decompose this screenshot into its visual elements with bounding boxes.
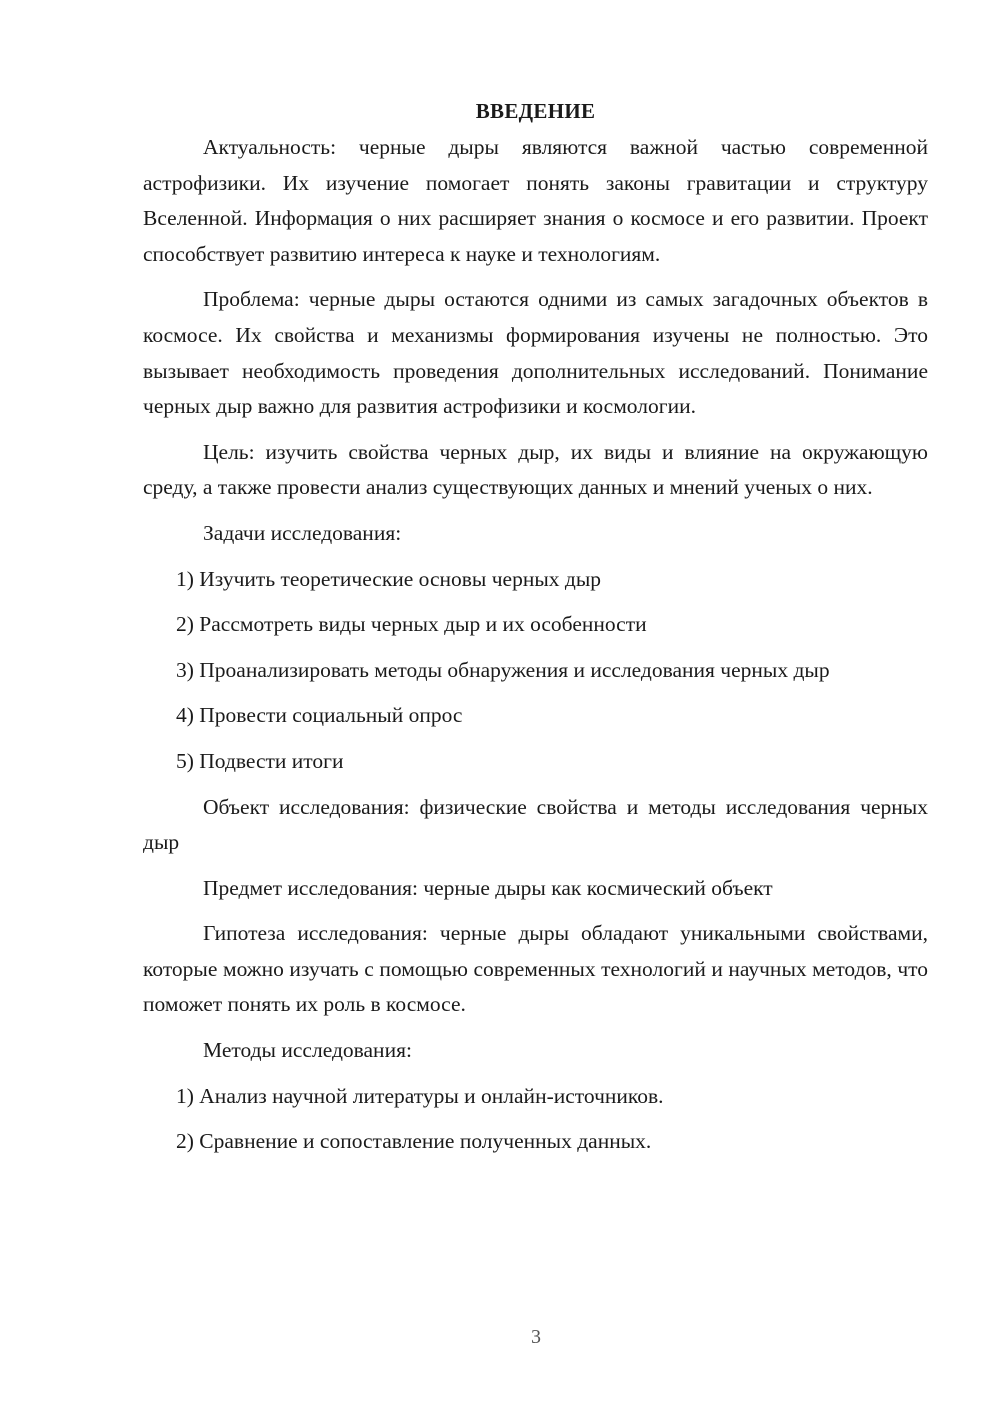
goal-paragraph: Цель: изучить свойства черных дыр, их виды и влияние на окружающую среду, а также провести анализ существующих данных и мнений ученых о них. — [143, 439, 928, 500]
problem-paragraph: Проблема: черные дыры остаются одними из самых загадочных объектов в космосе. Их свойства и механизмы формирования изучены не полностью. Это вызывает необходимость проведения дополнительных исследований. Понимание черных дыр важно для развития астрофизики и космологии. — [143, 287, 928, 419]
page-title: ВВЕДЕНИЕ — [475, 99, 596, 123]
subject-paragraph: Предмет исследования: черные дыры как космический объект — [203, 875, 773, 900]
tasks-title: Задачи исследования: — [203, 520, 402, 545]
relevance-paragraph: Актуальность: черные дыры являются важной частью современной астрофизики. Их изучение помогает понять законы гравитации и структуру Вселенной. Информация о них расширяет знания о космосе и его развитии. Проект способствует развитию интереса к науке и технологиям. — [143, 135, 928, 266]
task-item: 1) Изучить теоретические основы черных дыр — [176, 566, 602, 591]
task-item: 2) Рассмотреть виды черных дыр и их особенности — [176, 612, 647, 637]
document-page — [143, 96, 928, 1170]
methods-title: Методы исследования: — [203, 1038, 412, 1063]
task-item: 3) Проанализировать методы обнаружения и исследования черных дыр — [176, 657, 830, 682]
task-item: 5) Подвести итоги — [176, 748, 344, 773]
object-paragraph: Объект исследования: физические свойства и методы исследования черных дыр — [143, 794, 928, 855]
method-item: 1) Анализ научной литературы и онлайн-источников. — [176, 1083, 664, 1108]
hypothesis-paragraph: Гипотеза исследования: черные дыры обладают уникальными свойствами, которые можно изучать с помощью современных технологий и научных методов, что поможет понять их роль в космосе. — [143, 921, 928, 1017]
method-item: 2) Сравнение и сопоставление полученных данных. — [176, 1129, 652, 1154]
page-number: 3 — [531, 1326, 541, 1348]
task-item: 4) Провести социальный опрос — [176, 703, 463, 728]
